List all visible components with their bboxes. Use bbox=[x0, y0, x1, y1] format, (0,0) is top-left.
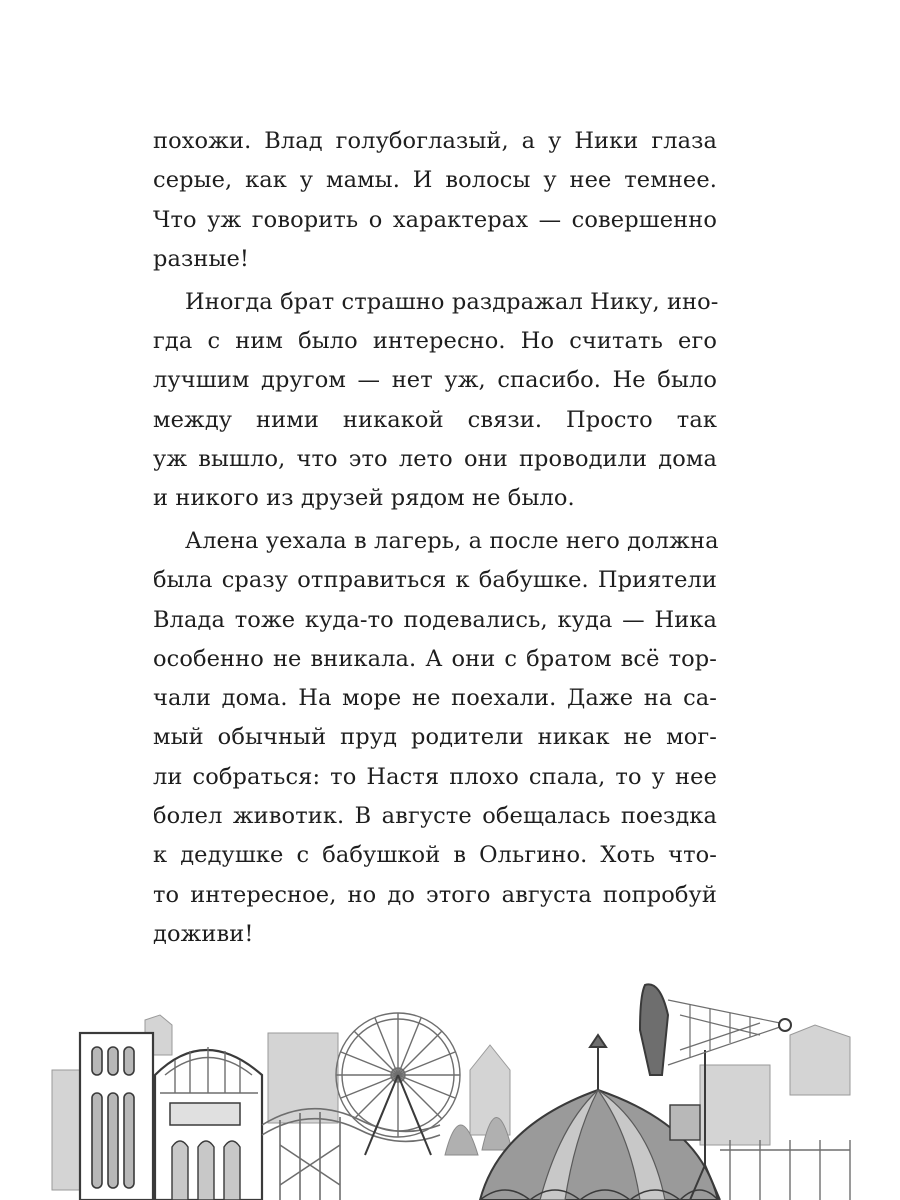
arched-hall bbox=[155, 1047, 262, 1200]
text-line: гда с ним было интересно. Но считать его bbox=[153, 327, 717, 354]
text-line: болел животик. В августе обещалась поездка bbox=[153, 803, 717, 830]
text-line: Алена уехала в лагерь, а после него должна bbox=[185, 527, 719, 554]
text-line: ли собраться: то Настя плохо спала, то у нее bbox=[153, 763, 717, 790]
paragraph-1 bbox=[153, 122, 717, 279]
text-line: между ними никакой связи. Просто так bbox=[153, 406, 717, 433]
text-line: Влада тоже куда-то подевались, куда — Ника bbox=[153, 606, 717, 633]
ferris-wheel bbox=[336, 1013, 460, 1155]
text-line: уж вышло, что это лето они проводили дома bbox=[153, 445, 717, 472]
text-line: мый обычный пруд родители никак не мог- bbox=[153, 724, 717, 751]
text-line: лучшим другом — нет уж, спасибо. Не было bbox=[153, 367, 717, 394]
text-line: особенно не вникала. А они с братом всё тор- bbox=[153, 645, 717, 672]
fence bbox=[720, 1140, 850, 1200]
text-line: была сразу отправиться к бабушке. Приятели bbox=[153, 567, 717, 594]
text-line: доживи! bbox=[153, 920, 254, 947]
text-line: разные! bbox=[153, 245, 250, 272]
text-line: и никого из друзей рядом не было. bbox=[153, 485, 575, 512]
paragraph-3 bbox=[153, 522, 717, 954]
text-line: Что уж говорить о характерах — совершенно bbox=[153, 206, 717, 233]
paragraph-2 bbox=[153, 283, 717, 519]
text-line: похожи. Влад голубоглазый, а у Ники глаза bbox=[153, 128, 717, 154]
text-line: чали дома. На море не поехали. Даже на са- bbox=[153, 685, 717, 712]
amusement-park-illustration bbox=[0, 975, 900, 1200]
text-line: серые, как у мамы. И волосы у нее темнее. bbox=[153, 167, 717, 194]
coaster-track bbox=[262, 1109, 440, 1200]
tall-building bbox=[80, 1033, 153, 1200]
text-line: Иногда брат страшно раздражал Нику, ино- bbox=[185, 288, 719, 315]
text-line: к дедушке с бабушкой в Ольгино. Хоть что- bbox=[153, 842, 717, 869]
text-line: то интересное, но до этого августа попробуй bbox=[153, 881, 717, 908]
page-text bbox=[153, 122, 717, 958]
